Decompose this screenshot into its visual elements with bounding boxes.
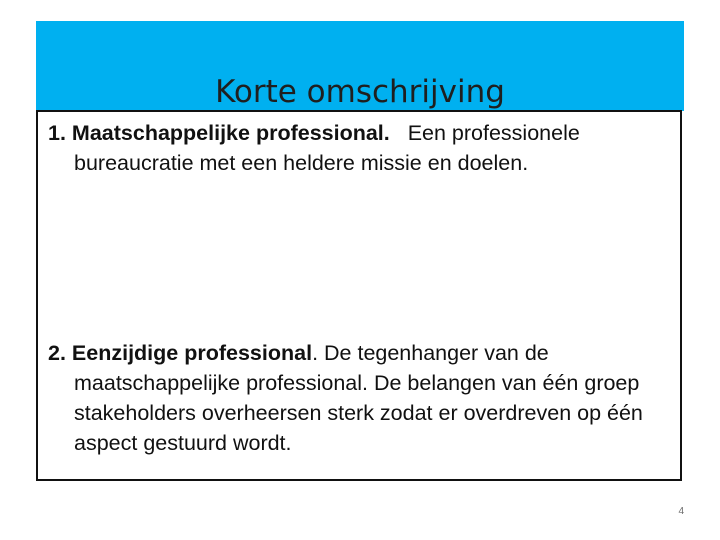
item-number: 2. bbox=[48, 341, 66, 365]
item-description: . De tegenhanger van de maatschappelijke professional. De belangen van één groep stakeholders overheersen sterk zodat er overdreven op één aspect gestuurd wordt. bbox=[74, 341, 643, 455]
page-number: 4 bbox=[678, 506, 684, 517]
item-term: Maatschappelijke professional. bbox=[71, 121, 390, 145]
list-item bbox=[48, 338, 668, 458]
slide-title: Korte omschrijving bbox=[215, 74, 505, 110]
item-number: 1. bbox=[48, 121, 66, 145]
list-item-paragraph bbox=[48, 338, 668, 458]
list-item bbox=[48, 118, 668, 178]
list-item-paragraph bbox=[48, 118, 668, 178]
item-description: Een professionele bureaucratie met een heldere missie en doelen. bbox=[74, 121, 580, 175]
content-box bbox=[36, 110, 682, 481]
item-term: Eenzijdige professional bbox=[71, 341, 313, 365]
